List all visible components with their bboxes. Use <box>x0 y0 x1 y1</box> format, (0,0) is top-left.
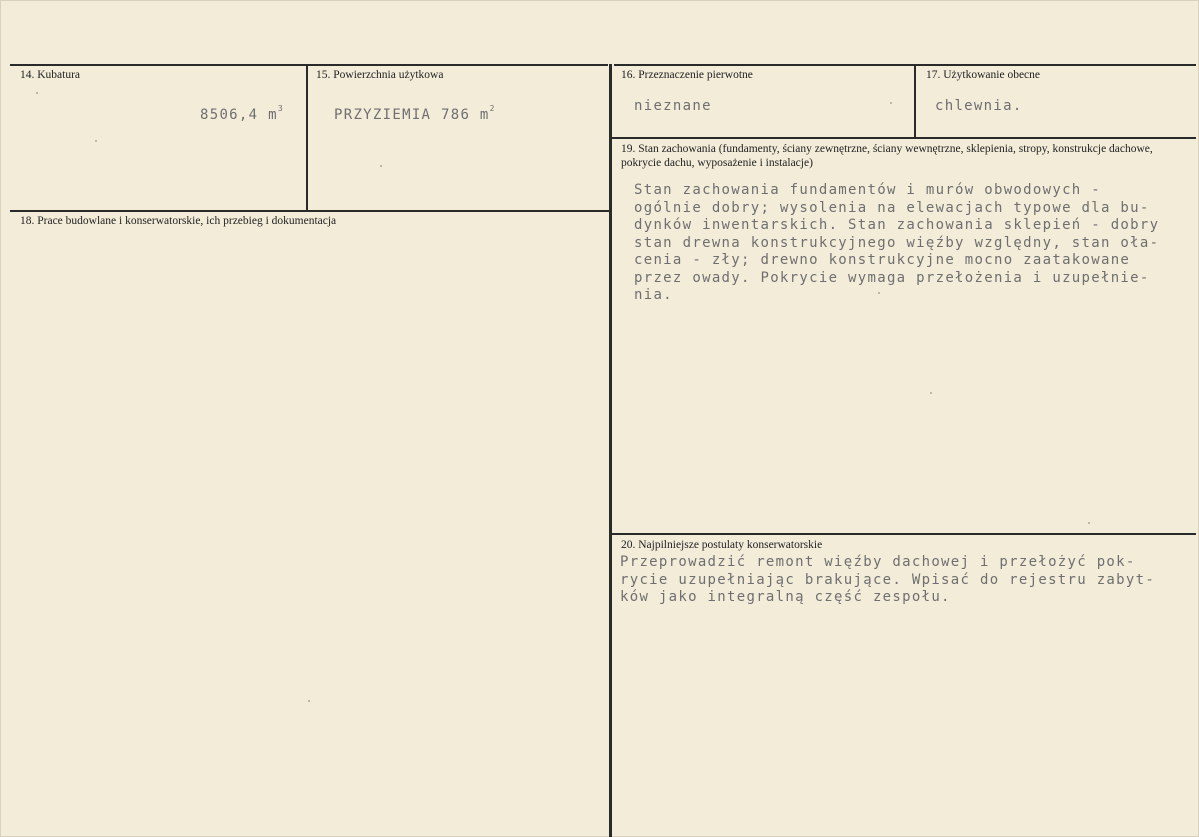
field-15-label: 15. Powierzchnia użytkowa <box>316 69 444 81</box>
field-15-number: PRZYZIEMIA 786 m <box>334 107 490 123</box>
field-19-line: dynków inwentarskich. Stan zachowania sklepień - dobry <box>634 217 1160 233</box>
top-rule-right <box>614 64 1196 66</box>
field-16-value: nieznane <box>634 98 712 114</box>
paper-speck <box>308 700 310 702</box>
field-17-label: 17. Użytkowanie obecne <box>926 69 1041 81</box>
field-15-value <box>334 100 496 125</box>
field-20-line: rycie uzupełniając brakujące. Wpisać do rejestru zabyt- <box>620 571 1156 588</box>
field-20-line: Przeprowadzić remont więźby dachowej i przełożyć pok- <box>620 554 1136 570</box>
top-rule-left <box>10 64 608 66</box>
field-19-line: stan drewna konstrukcyjnego więźby względny, stan oła- <box>634 234 1160 251</box>
field-19-text <box>634 182 1194 305</box>
field-20-text <box>620 554 1190 607</box>
paper-speck <box>890 102 892 104</box>
center-divider <box>609 64 612 837</box>
paper-speck <box>95 140 97 142</box>
field-14-number: 8506,4 m <box>200 107 278 123</box>
paper-speck <box>930 392 932 394</box>
rule-above-20 <box>611 533 1196 535</box>
field-14-label: 14. Kubatura <box>20 69 81 81</box>
rule-above-18 <box>10 210 612 212</box>
field-19-line: przez owady. Pokrycie wymaga przełożenia i uzupełnie- <box>634 269 1150 286</box>
field-17-value: chlewnia. <box>935 98 1023 114</box>
paper-speck <box>1088 522 1090 524</box>
paper-speck <box>878 292 880 294</box>
field-19-label: 19. Stan zachowania (fundamenty, ściany zewnętrzne, ściany wewnętrzne, sklepienia, stropy, konstrukcje dachowe, pokrycie dachu, wyposażenie i instalacje) <box>621 143 1153 169</box>
field-16-label: 16. Przeznaczenie pierwotne <box>621 69 753 81</box>
field-20-line: ków jako integralną część zespołu. <box>620 589 951 605</box>
field-14-unit-exponent: 3 <box>277 104 284 113</box>
field-15-unit-exponent: 2 <box>489 104 496 113</box>
field-19-line: ogólnie dobry; wysolenia na elewacjach typowe dla bu- <box>634 199 1150 216</box>
paper-speck <box>380 165 382 167</box>
field-20-label: 20. Najpilniejsze postulaty konserwatorskie <box>621 539 823 551</box>
paper-speck <box>36 92 38 94</box>
field-14-value <box>200 100 284 125</box>
rule-above-19 <box>611 137 1196 139</box>
field-19-line: cenia - zły; drewno konstrukcyjne mocno zaatakowane <box>634 252 1131 268</box>
field-19-line: Stan zachowania fundamentów i murów obwodowych - <box>634 182 1101 198</box>
field-18-label: 18. Prace budowlane i konserwatorskie, ich przebieg i dokumentacja <box>20 215 337 227</box>
divider-16-17 <box>914 64 916 138</box>
field-19-line: nia. <box>634 287 673 303</box>
divider-14-15 <box>306 64 308 212</box>
